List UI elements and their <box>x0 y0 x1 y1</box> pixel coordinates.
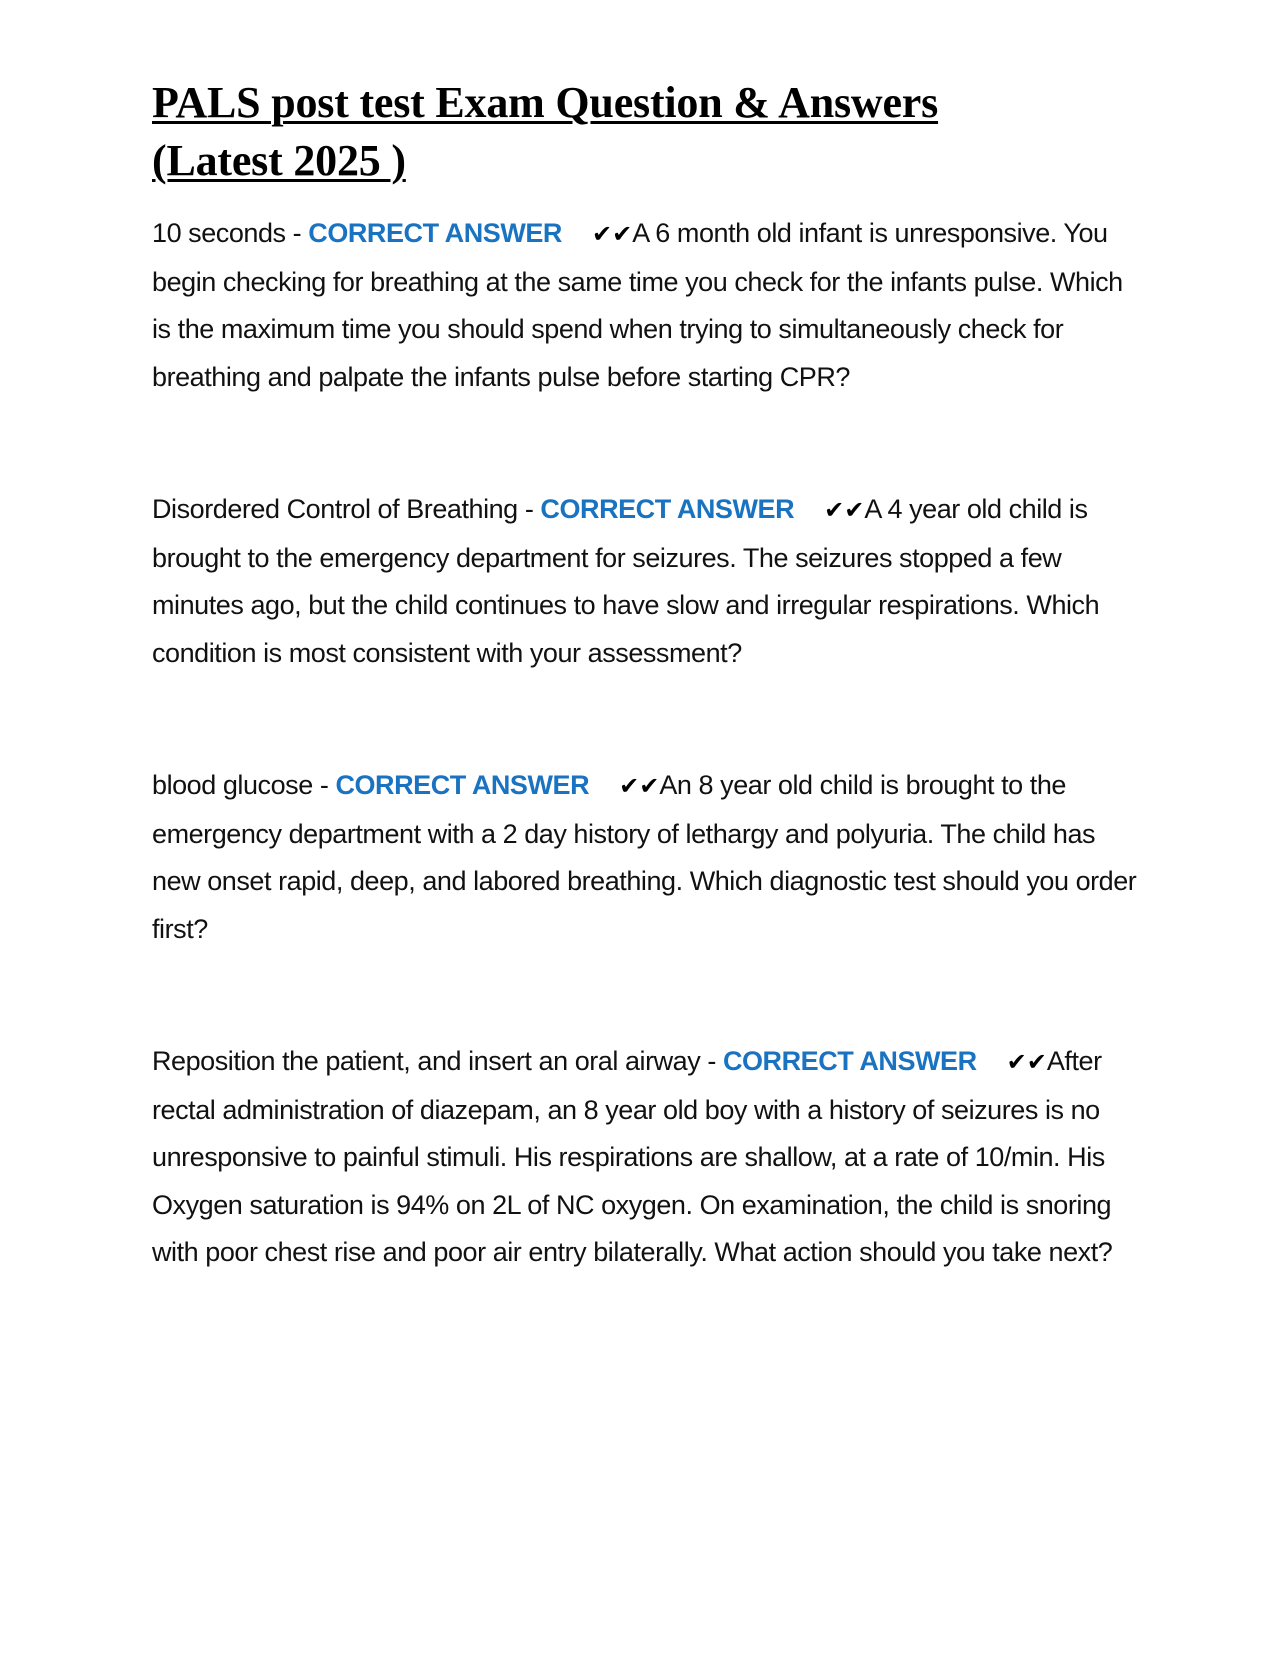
answer-text: Reposition the patient, and insert an oral airway <box>152 1046 701 1076</box>
double-check-icon: ✔✔ <box>1006 1048 1047 1076</box>
double-check-icon: ✔✔ <box>824 496 865 524</box>
document-page <box>152 74 1142 1277</box>
separator: - <box>312 770 336 800</box>
question-text: A 4 year old child is brought to the emergency department for seizures. The seizures stopped a few minutes ago, but the child continues to have slow and irregular respirations. Which condition is most consistent with your assessment? <box>152 494 1100 668</box>
answer-text: blood glucose <box>152 770 313 800</box>
answer-text: 10 seconds <box>152 218 286 248</box>
double-check-icon: ✔✔ <box>591 220 633 248</box>
separator: - <box>700 1046 723 1076</box>
correct-answer-label: CORRECT ANSWER <box>722 1046 977 1076</box>
correct-answer-label: CORRECT ANSWER <box>540 494 795 524</box>
qa-item-4 <box>152 1038 1142 1277</box>
title-line-1: PALS post test Exam Question & Answers <box>152 78 939 127</box>
document-title <box>152 74 1142 190</box>
double-check-icon: ✔✔ <box>619 772 660 800</box>
question-text: After rectal administration of diazepam, an 8 year old boy with a history of seizures is no unresponsive to painful stimuli. His respirations are shallow, at a rate of 10/min. His Oxygen saturation is 94% on 2L of NC oxygen. On examination, the child is snoring with poor chest rise and poor air entry bilaterally. What action should you take next? <box>152 1046 1113 1267</box>
correct-answer-label: CORRECT ANSWER <box>335 770 590 800</box>
question-text: A 6 month old infant is unresponsive. You begin checking for breathing at the same time you check for the infants pulse. Which is the maximum time you should spend when trying to simultaneously check for breathing and palpate the infants pulse before starting CPR? <box>152 218 1123 392</box>
qa-item-2 <box>152 486 1142 677</box>
separator: - <box>285 218 309 248</box>
qa-item-1 <box>152 210 1142 401</box>
question-text: An 8 year old child is brought to the emergency department with a 2 day history of lethargy and polyuria. The child has new onset rapid, deep, and labored breathing. Which diagnostic test should you order first? <box>152 770 1137 944</box>
qa-item-3 <box>152 762 1142 953</box>
correct-answer-label: CORRECT ANSWER <box>308 218 562 248</box>
separator: - <box>517 494 541 524</box>
answer-text: Disordered Control of Breathing <box>152 494 518 524</box>
title-line-2: (Latest 2025 ) <box>152 136 406 185</box>
